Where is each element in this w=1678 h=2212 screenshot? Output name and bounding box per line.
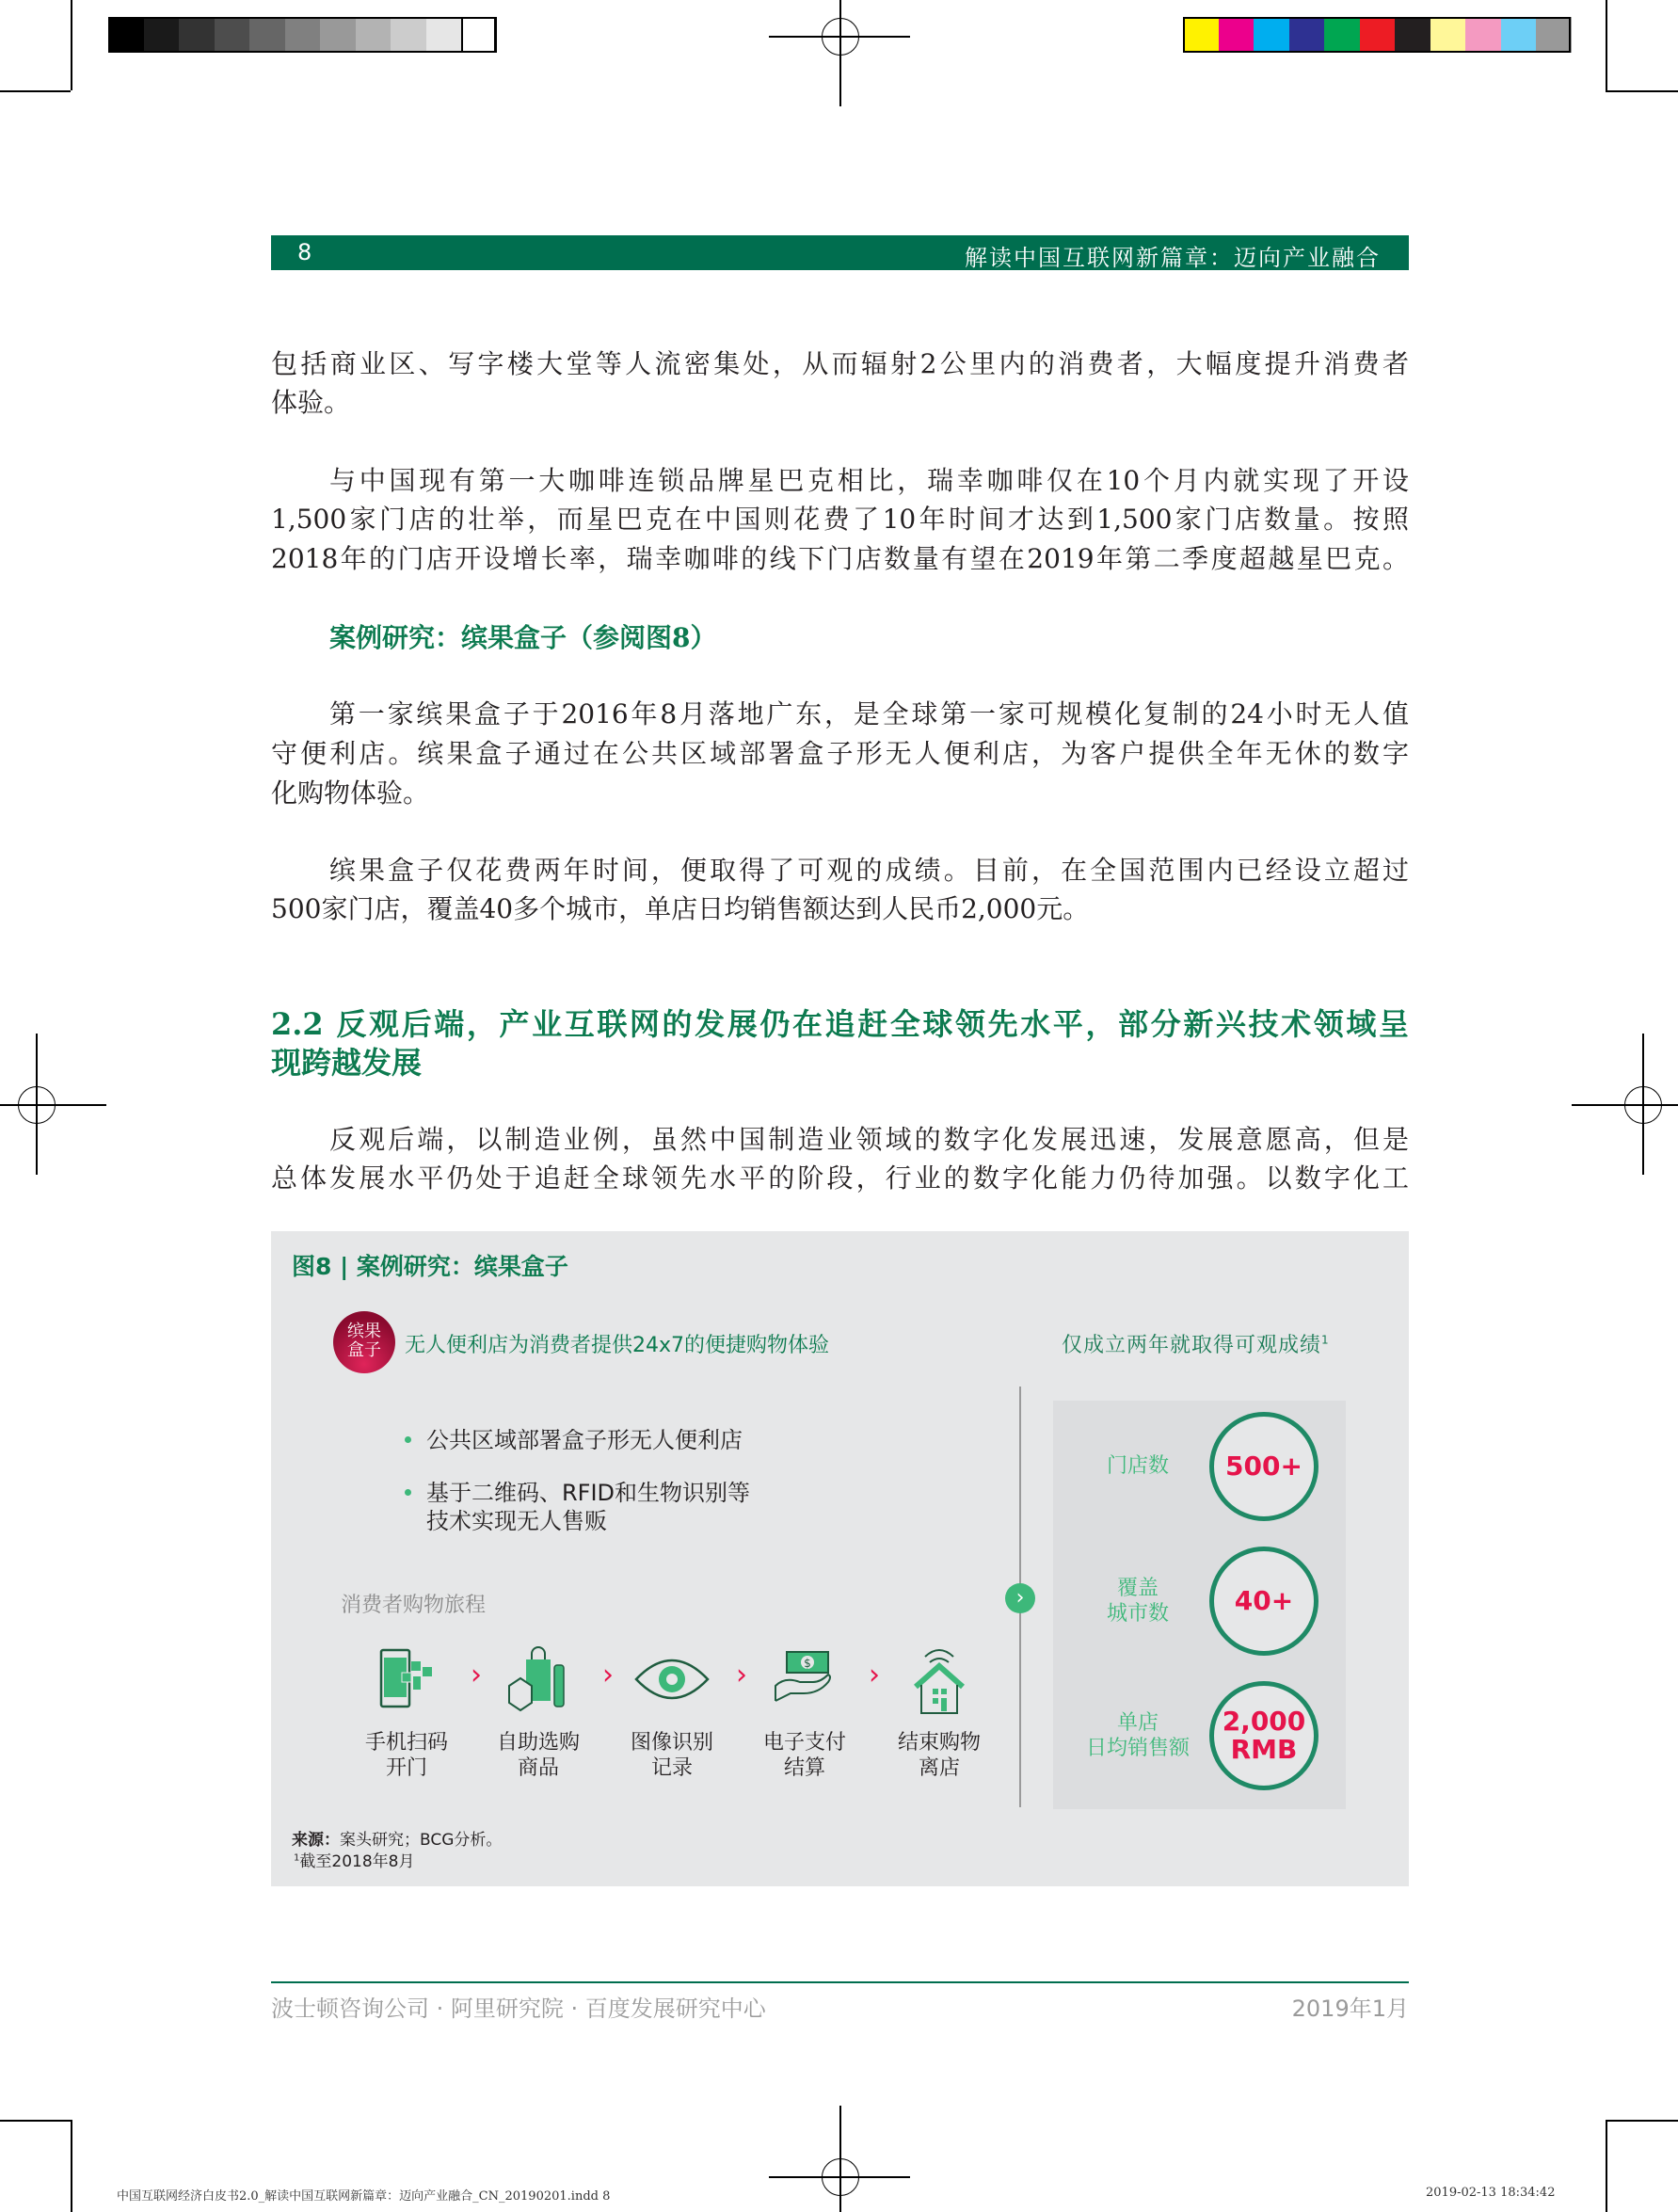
bullet-dot	[405, 1489, 411, 1496]
step-line: 手机扫码	[364, 1731, 448, 1755]
stat-label	[1067, 1576, 1208, 1627]
step-line: 图像识别	[630, 1731, 713, 1755]
step-line: 商品	[517, 1756, 559, 1780]
chevron-right-icon: ›	[1005, 1583, 1035, 1613]
running-header	[271, 235, 1409, 270]
figure-8	[271, 1231, 1409, 1886]
house-wifi-icon	[902, 1642, 977, 1717]
bullet-dot	[405, 1436, 411, 1443]
step-line: 离店	[918, 1756, 960, 1780]
chevron-right-icon: ›	[602, 1659, 614, 1691]
slug-timestamp: 2019-02-13 18:34:42	[1426, 2186, 1556, 2200]
journey-step-label	[345, 1730, 468, 1781]
footnote-text: 截至2018年8月	[299, 1852, 415, 1871]
body-line: 缤果盒子仅花费两年时间，便取得了可观的成绩。目前，在全国范围内已经设立超过	[329, 855, 1409, 886]
crop-mark	[0, 90, 71, 92]
chevron-right-icon: ›	[471, 1659, 482, 1691]
crop-mark	[71, 0, 72, 90]
stat-value-circle	[1209, 1681, 1318, 1790]
stat-value: 2,000	[1222, 1706, 1306, 1737]
stat-label-line: 城市数	[1106, 1602, 1169, 1626]
body-line: 500家门店，覆盖40多个城市，单店日均销售额达到人民币2,000元。	[271, 893, 1090, 924]
crop-mark	[0, 2120, 71, 2122]
body-line: 反观后端，以制造业例，虽然中国制造业领域的数字化发展迅速，发展意愿高，但是	[329, 1124, 1409, 1155]
body-line: 与中国现有第一大咖啡连锁品牌星巴克相比，瑞幸咖啡仅在10个月内就实现了开设	[329, 465, 1409, 496]
stat-value-circle	[1209, 1547, 1318, 1656]
bingo-box-badge	[333, 1311, 395, 1373]
section-heading: 现跨越发展	[271, 1045, 423, 1081]
chevron-right-icon: ›	[869, 1659, 880, 1691]
running-title: 解读中国互联网新篇章：迈向产业融合	[965, 245, 1381, 271]
footer-date: 2019年1月	[1291, 1996, 1409, 2022]
registration-mark-v	[839, 2106, 841, 2212]
bullet-text: 技术实现无人售贩	[426, 1508, 607, 1534]
footer-publishers: 波士顿咨询公司 · 阿里研究院 · 百度发展研究中心	[271, 1996, 766, 2022]
svg-text:$: $	[804, 1657, 811, 1670]
journey-step-label	[611, 1730, 733, 1781]
stat-label-line: 日均销售额	[1085, 1737, 1190, 1760]
body-line: 第一家缤果盒子于2016年8月落地广东，是全球第一家可规模化复制的24小时无人值	[329, 698, 1409, 729]
source-text: 案头研究；BCG分析。	[340, 1831, 503, 1850]
page-number: 8	[297, 239, 312, 265]
registration-mark-h	[1572, 1104, 1678, 1106]
stat-value: 40+	[1234, 1585, 1294, 1616]
body-line: 包括商业区、写字楼大堂等人流密集处，从而辐射2公里内的消费者，大幅度提升消费者	[271, 348, 1409, 379]
journey-step-label	[477, 1730, 599, 1781]
crop-mark	[1606, 90, 1678, 92]
eye-icon	[634, 1642, 710, 1717]
step-line: 结束购物	[897, 1731, 981, 1755]
footnote	[294, 1848, 414, 1871]
gray-swatch-frame	[108, 17, 496, 53]
step-line: 自助选购	[496, 1731, 580, 1755]
stat-label	[1067, 1710, 1208, 1761]
bullet-text: 基于二维码、RFID和生物识别等	[426, 1480, 751, 1506]
stat-label	[1067, 1453, 1208, 1479]
results-heading-text: 仅成立两年就取得可观成绩	[1062, 1334, 1322, 1357]
journey-step-label	[743, 1730, 866, 1781]
registration-mark-v	[36, 1034, 38, 1175]
hand-payment-icon	[767, 1642, 842, 1717]
body-line: 2018年的门店开设增长率，瑞幸咖啡的线下门店数量有望在2019年第二季度超越星巴克。	[271, 543, 1409, 574]
badge-text: 缤果	[347, 1322, 381, 1341]
results-heading	[1062, 1329, 1330, 1358]
color-swatch-frame	[1183, 17, 1571, 53]
badge-text: 盒子	[347, 1340, 381, 1360]
body-line: 1,500家门店的壮举，而星巴克在中国则花费了10年时间才达到1,500家门店数量。按照	[271, 504, 1409, 535]
shopping-items-icon	[501, 1642, 576, 1717]
registration-mark-v	[839, 0, 841, 106]
source-note	[292, 1826, 502, 1850]
stat-label-line: 门店数	[1106, 1454, 1169, 1478]
chevron-right-icon: ›	[736, 1659, 747, 1691]
stat-value-circle	[1209, 1412, 1318, 1521]
slug-file: 中国互联网经济白皮书2.0_解读中国互联网新篇章：迈向产业融合_CN_20190201.indd 8	[117, 2189, 611, 2204]
source-label: 来源：	[292, 1831, 340, 1850]
stat-unit: RMB	[1230, 1734, 1298, 1765]
footnote-mark: 1	[1321, 1333, 1330, 1347]
section-heading: 2.2 反观后端，产业互联网的发展仍在追赶全球领先水平，部分新兴技术领域呈	[271, 1006, 1409, 1042]
journey-step-label	[878, 1730, 1000, 1781]
registration-mark-h	[0, 1104, 106, 1106]
registration-mark-v	[1642, 1034, 1644, 1175]
crop-mark	[1606, 2120, 1678, 2122]
body-line: 总体发展水平仍处于追赶全球领先水平的阶段，行业的数字化能力仍待加强。以数字化工	[271, 1162, 1409, 1194]
crop-mark	[1606, 2120, 1607, 2212]
body-line: 体验。	[271, 387, 351, 418]
journey-label: 消费者购物旅程	[341, 1594, 487, 1617]
step-line: 结算	[783, 1756, 825, 1780]
figure-tagline: 无人便利店为消费者提供24x7的便捷购物体验	[405, 1334, 830, 1357]
phone-qr-icon	[369, 1642, 444, 1717]
stat-label-line: 单店	[1116, 1711, 1159, 1735]
step-line: 电子支付	[762, 1731, 846, 1755]
crop-mark	[1606, 0, 1607, 90]
body-line: 守便利店。缤果盒子通过在公共区域部署盒子形无人便利店，为客户提供全年无休的数字	[271, 738, 1409, 769]
step-line: 记录	[650, 1756, 693, 1780]
footnote-mark: 1	[294, 1852, 300, 1864]
case-study-heading: 案例研究：缤果盒子（参阅图8）	[329, 622, 717, 653]
figure-title: 图8 | 案例研究：缤果盒子	[292, 1253, 568, 1280]
crop-mark	[71, 2120, 72, 2212]
bullet-text: 公共区域部署盒子形无人便利店	[426, 1427, 743, 1453]
footer-rule	[271, 1981, 1409, 1983]
stat-label-line: 覆盖	[1116, 1577, 1159, 1600]
step-line: 开门	[385, 1756, 427, 1780]
stat-value: 500+	[1225, 1451, 1302, 1482]
body-line: 化购物体验。	[271, 777, 430, 809]
